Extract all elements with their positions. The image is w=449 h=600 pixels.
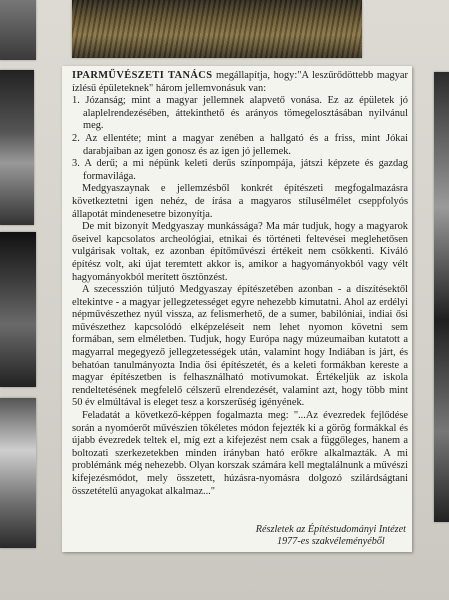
- paragraph-1: Medgyaszaynak e jellemzésből konkrét építészeti megfogalmazásra következtetni igen nehéz, de írása a magyaros stílusélmélet cseppfolyós állapotát mindenesetre bizonyítja.: [72, 183, 408, 220]
- left-photo-3: [0, 232, 36, 387]
- intro-paragraph: [72, 70, 408, 95]
- right-photo: [434, 72, 449, 522]
- paragraph-3: A szecesszión túljutó Medgyaszay építészetében azonban - a díszítésektől eltekintve - a magyar jellegzetességet egyre nehezebb kimutatni. Ahol az erdélyi népművészethez nyúl vissza, az felismerhető, de a sumer, babilóniai, indiai ősi művészethez kapcsolódó elképzeléseit nem lehet nyomon követni sem formában, sem elméletben. Tudjuk, hogy Európa nagy múzeumaiban kutatott a magyarral megegyező jellegzetességek után, valamint hogy Indiában is járt, és behatóan tanulmányozta India ősi építészetét, és a keleti formákban kereste a magyar építészetben is felhasználható motívumokat. Értékeljük az iskola rendeltetésének megfelelő célszerű elrendezését, valamint azt, hogy több mint 50 év elmúltával is eleget tesz a korszerűség igényének.: [72, 284, 408, 409]
- left-photo-2: [0, 70, 34, 225]
- top-photo: [72, 0, 362, 58]
- intro-text: megállapítja, hogy:"A leszűrődöttebb magyar ízlésű épületeknek" három jellemvonásuk van:: [72, 70, 408, 94]
- paragraph-2: De mit bizonyít Medgyaszay munkássága? Ma már tudjuk, hogy a magyarok őseivel kapcsolatos archeológiai, etnikai és történeti feltevései meglehetősen vulgárisak voltak, ez azonban építőművészi értékeit nem csökkenti. Kiváló építész volt, aki újat teremtett akkor is, amikor a hagyományokból vagy vélt hagyományokból merített ösztönzést.: [72, 221, 408, 283]
- left-photo-4: [0, 398, 36, 548]
- source-line-2: 1977-es szakvéleményéből: [276, 536, 385, 547]
- text-body: [72, 70, 408, 498]
- paragraph-4: Feladatát a következő-képpen fogalmazta meg: "...Az évezredek fejlődése során a nyomóerőt művészien tökéletes módon fejezték ki a görög formákkal és újabb évezredek teltek el, míg ezt a kifejezést nem csak a függőleges, hanem a boltozati szerkezetekben minden irányban ható erőkre alkalmazták. A mi problémánk még nehezebb. Olyan korszak számára kell megtalálnunk a művészi kifejezésmódot, mely összetett, húzásra-nyomásra dolgozó szilárdságtani összetételű anyagokat alkalmaz...": [72, 410, 408, 497]
- list-item-2: 2. Az ellentéte; mint a magyar zenében a hallgató és a friss, mint Jókai darabjaiban az igen gonosz és az igen jó jellemek.: [72, 132, 408, 157]
- list-item-1: 1. Józanság; mint a magyar jellemnek alapvető vonása. Ez az épületek jó alaplelrendezésében, áttekinthető és arányos tömegelosztásában nyilvánul meg.: [72, 95, 408, 132]
- text-sheet: [62, 66, 412, 552]
- left-photo-1: [0, 0, 36, 60]
- source-line-1: Részletek az Építéstudományi Intézet: [255, 524, 406, 535]
- source-caption: [256, 524, 406, 548]
- council-title: IPARMŰVÉSZETI TANÁCS: [72, 70, 213, 81]
- list-item-3: 3. A derű; a mi népünk keleti derűs színpompája, játszi képzete és gazdag formavilága.: [72, 158, 408, 182]
